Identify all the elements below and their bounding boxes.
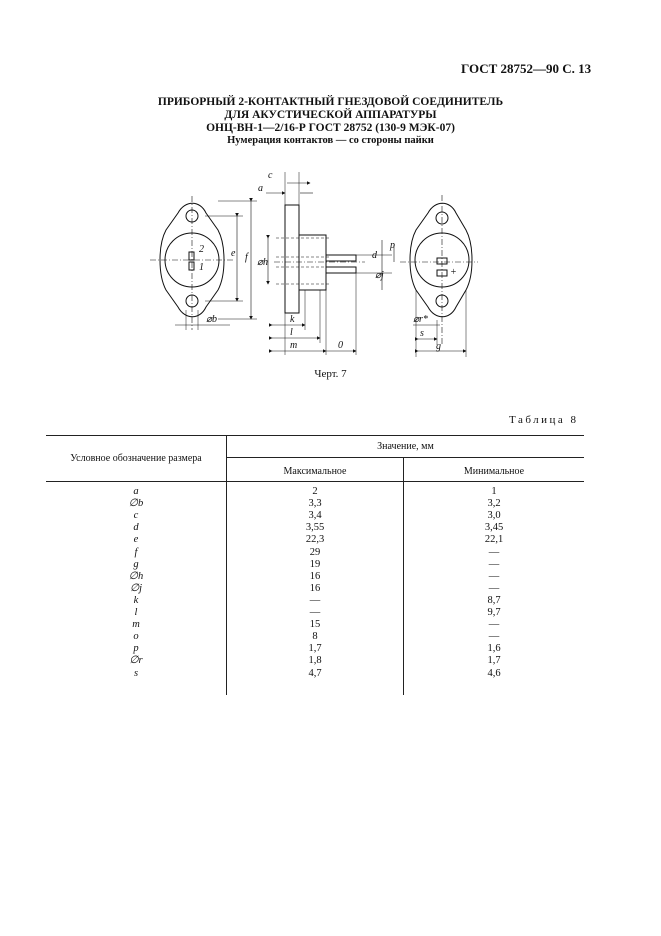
left-pin-1 (189, 262, 194, 270)
row-max-value: 4,7 (308, 667, 322, 679)
left-pin-2 (189, 252, 194, 260)
row-max-value: 3,4 (308, 510, 322, 522)
row-symbol: c (133, 510, 139, 522)
title-line-2: ДЛЯ АКУСТИЧЕСКОЙ АППАРАТУРЫ (224, 109, 437, 121)
table-label: Таблица 8 (509, 414, 579, 426)
label-h: ⌀h (257, 257, 269, 268)
label-pin-1: 1 (199, 262, 204, 273)
row-min-value: — (488, 558, 500, 570)
label-j: ⌀j (375, 270, 384, 281)
label-o: 0 (338, 340, 343, 351)
row-max-value: 15 (309, 619, 321, 631)
row-min-value: — (488, 582, 500, 594)
col-min-header: Минимальное (463, 466, 525, 477)
row-symbol: ∅r (129, 655, 143, 667)
row-min-value: — (488, 570, 500, 582)
label-f: f (245, 252, 248, 263)
label-a: a (258, 183, 263, 194)
label-l: l (290, 327, 293, 338)
label-b: ⌀b (206, 314, 218, 325)
row-symbol: ∅b (128, 498, 144, 510)
row-min-value: 3,2 (487, 498, 501, 510)
table-rule-mid (226, 457, 584, 458)
row-symbol: a (133, 486, 139, 497)
right-flange-outline (410, 203, 472, 317)
label-s: s (420, 328, 424, 339)
row-min-value: 4,6 (487, 667, 501, 679)
row-symbol: l (134, 607, 138, 618)
figure-caption: Черт. 7 (314, 368, 347, 380)
label-p: p (390, 240, 395, 251)
title-line-1: ПРИБОРНЫЙ 2-КОНТАКТНЫЙ ГНЕЗДОВОЙ СОЕДИНИТЕЛЬ (157, 96, 504, 108)
side-pin-bottom (326, 267, 356, 273)
row-min-value: 3,0 (487, 510, 501, 522)
side-flange (285, 205, 299, 313)
side-pin-top (326, 255, 356, 261)
row-min-value: 1,7 (487, 655, 501, 667)
label-r: ⌀r* (413, 314, 428, 325)
label-m: m (290, 340, 298, 351)
row-min-value: 22,1 (484, 534, 504, 546)
row-symbol: k (133, 594, 139, 606)
row-symbol: p (133, 643, 139, 655)
row-max-value: 3,55 (305, 522, 325, 534)
row-max-value: — (309, 594, 321, 606)
row-symbol: o (133, 631, 139, 643)
row-max-value: 8 (312, 631, 318, 643)
row-max-value: — (309, 607, 321, 618)
label-plus: + (450, 267, 457, 278)
row-max-value: 19 (309, 558, 321, 570)
row-max-value: 1,8 (308, 655, 322, 667)
row-symbol: e (133, 534, 139, 546)
row-symbol: ∅h (128, 570, 144, 582)
title-line-4: Нумерация контактов — со стороны пайки (227, 135, 434, 146)
page-header: ГОСТ 28752—90 С. 13 (461, 61, 592, 76)
row-symbol: f (134, 546, 138, 558)
label-g: g (436, 341, 441, 352)
row-symbol: m (132, 619, 140, 631)
table-rule-top (46, 435, 584, 436)
row-symbol: ∅j (129, 582, 143, 594)
row-min-value: 8,7 (487, 594, 501, 606)
label-e: e (231, 248, 236, 259)
label-d: d (372, 250, 377, 261)
row-min-value: 1 (491, 486, 497, 497)
col-max-header: Максимальное (283, 466, 347, 477)
col-designation-header: Условное обозначение размера (70, 453, 202, 464)
side-body (299, 235, 326, 290)
row-max-value: 22,3 (305, 534, 325, 546)
row-min-value: — (488, 619, 500, 631)
row-symbol: s (133, 667, 139, 679)
label-c: c (268, 170, 273, 181)
row-symbol: d (133, 522, 139, 534)
col-value-header: Значение, мм (377, 441, 434, 452)
label-pin-2: 2 (199, 244, 204, 255)
row-max-value: 29 (309, 546, 321, 558)
dimensions-table (46, 435, 584, 695)
row-max-value: 2 (312, 486, 318, 497)
row-max-value: 16 (309, 582, 321, 594)
row-max-value: 1,7 (308, 643, 322, 655)
row-min-value: 1,6 (487, 643, 501, 655)
row-max-value: 3,3 (308, 498, 322, 510)
row-max-value: 16 (309, 570, 321, 582)
title-line-3: ОНЦ-ВН-1—2/16-Р ГОСТ 28752 (130-9 МЭК-07) (206, 122, 455, 134)
row-min-value: — (488, 546, 500, 558)
label-k: k (290, 314, 295, 325)
row-min-value: — (488, 631, 500, 643)
row-symbol: g (133, 558, 139, 570)
row-min-value: 3,45 (484, 522, 504, 534)
connector-drawing (150, 170, 490, 360)
row-min-value: 9,7 (487, 607, 501, 618)
table-rule-header (46, 481, 584, 482)
